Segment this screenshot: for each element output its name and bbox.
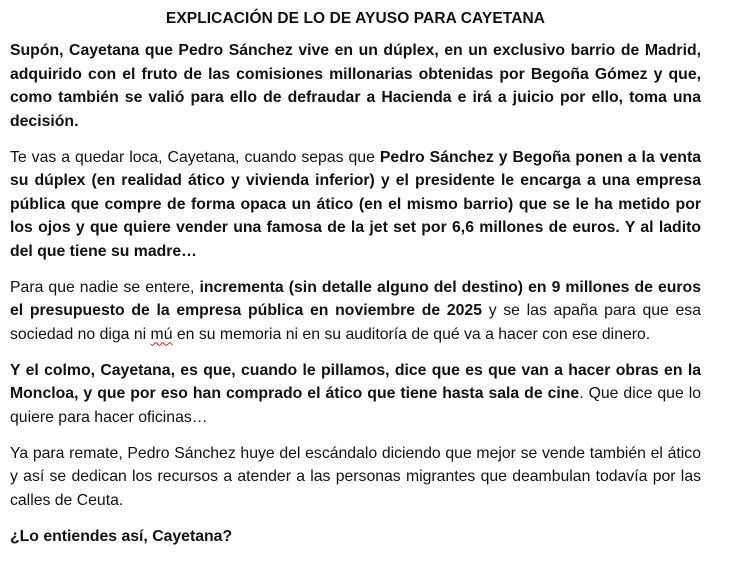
paragraph-5-text: Ya para remate, Pedro Sánchez huye del escándalo diciendo que mejor se vende también el ático y así se dedican los recursos a atender a las personas migrantes que deambulan todavía por las calles de Ceuta.: [10, 444, 701, 509]
document-title: EXPLICACIÓN DE LO DE AYUSO PARA CAYETANA: [165, 10, 546, 27]
closing-question: ¿Lo entiendes así, Cayetana?: [10, 527, 233, 545]
paragraph-3-text-start: Para que nadie se entere,: [10, 278, 200, 296]
paragraph-6: [10, 525, 701, 549]
paragraph-3: [10, 276, 701, 347]
paragraph-2-bold-text: Pedro Sánchez y Begoña ponen a la venta su dúplex (en realidad ático y vivienda inferior) y el presidente le encarga a una empresa pública que compre de forma opaca un ático (en el mismo barrio) que se le ha metido por los ojos y que quiere vender una famosa de la jet set por 6,6 millones de euros. Y al ladito del que tiene su madre…: [10, 148, 701, 260]
spellcheck-flagged-word[interactable]: mú: [150, 325, 173, 343]
paragraph-5: [10, 442, 701, 513]
paragraph-4: [10, 359, 701, 430]
paragraph-4-text: . Que dice que lo quiere para hacer oficinas…: [10, 385, 701, 426]
paragraph-3-bold-text: incrementa (sin detalle alguno del destino) en 9 millones de euros el presupuesto de la empresa pública en noviembre de 2025: [10, 278, 701, 319]
paragraph-2: [10, 146, 701, 264]
paragraph-1-bold-text: Supón, Cayetana que Pedro Sánchez vive en un dúplex, en un exclusivo barrio de Madrid, adquirido con el fruto de las comisiones millonarias obtenidas por Begoña Gómez y que, como también se valió para ello de defraudar a Hacienda e irá a juicio por ello, toma una decisión.: [10, 42, 701, 130]
paragraph-1: [10, 39, 701, 133]
paragraph-2-text: Te vas a quedar loca, Cayetana, cuando sepas que: [10, 148, 380, 166]
paragraph-4-bold-text: Y el colmo, Cayetana, es que, cuando le pillamos, dice que es que van a hacer obras en la Moncloa, y que por eso han comprado el ático que tiene hasta sala de cine: [10, 361, 701, 402]
paragraph-3-text-end: en su memoria ni en su auditoría de qué va a hacer con ese dinero.: [172, 325, 651, 343]
paragraph-3-text-middle: y se las apaña para que esa sociedad no diga ni: [10, 302, 701, 343]
